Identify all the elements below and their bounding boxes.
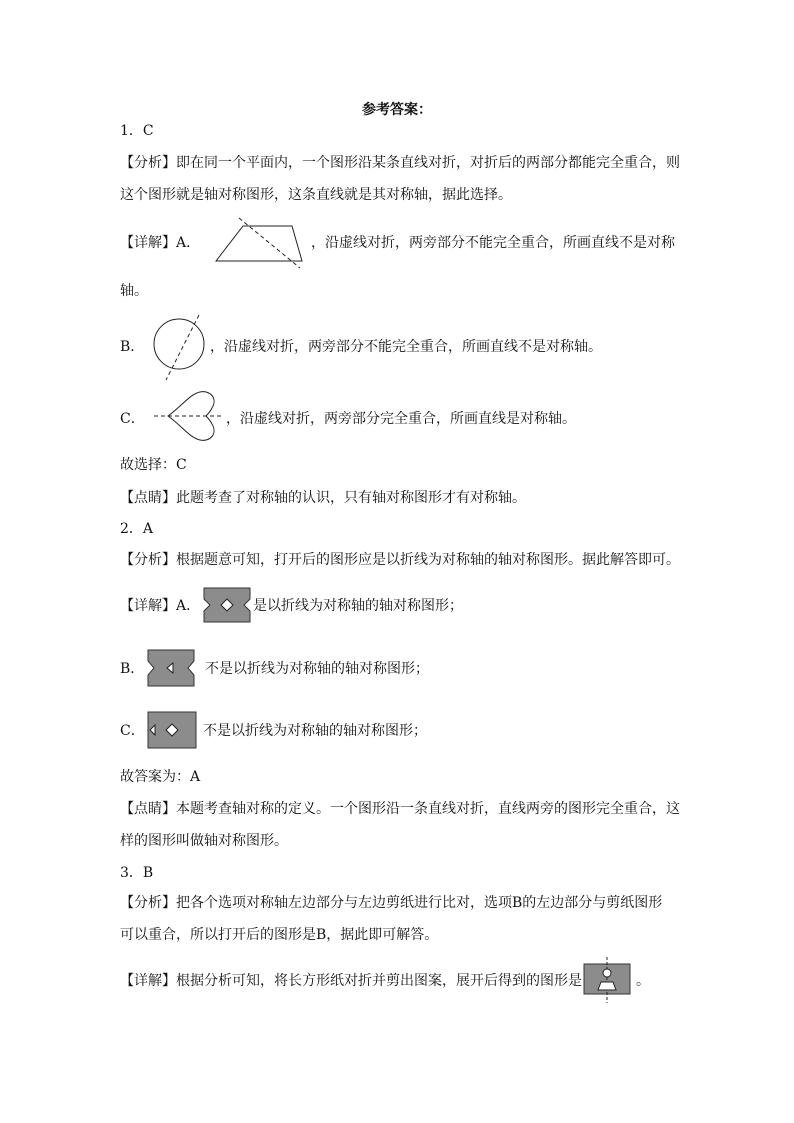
q3-detail-end: 。 — [636, 973, 650, 989]
q2-comment-line1: 【点睛】本题考查轴对称的定义。一个图形沿一条直线对折，直线两旁的图形完全重合，这 — [120, 801, 680, 817]
q1-b-label: B． — [120, 339, 145, 355]
q2-detail-prefix: 【详解】A． — [120, 598, 201, 614]
q2-a-text: 是以折线为对称轴的轴对称图形； — [253, 598, 463, 614]
circle-shape — [154, 319, 204, 369]
q1-b-text: ，沿虚线对折，两旁部分不能完全重合，所画直线不是对称轴。 — [210, 339, 602, 355]
paper-cut-b-figure — [146, 648, 198, 688]
circle-dashed-axis — [166, 315, 199, 380]
q1-analysis-line2: 这个图形就是轴对称图形，这条直线就是其对称轴，据此选择。 — [120, 187, 512, 203]
q1-c-label: C． — [120, 411, 145, 427]
q2-comment-line2: 样的图形叫做轴对称图形。 — [120, 833, 288, 849]
q2-choice: 故答案为：A — [120, 769, 201, 785]
circle-hole-icon — [603, 969, 611, 977]
q2-c-label: C． — [120, 723, 145, 739]
q1-detail-prefix: 【详解】A． — [120, 235, 201, 251]
q1-analysis-line1: 【分析】即在同一个平面内，一个图形沿某条直线对折，对折后的两部分都能完全重合，则 — [120, 155, 680, 171]
page-title: 参考答案： — [362, 102, 432, 118]
q2-c-text: 不是以折线为对称轴的轴对称图形； — [203, 723, 427, 739]
trapezoid-figure — [210, 214, 305, 270]
trapezoid-shape — [216, 226, 302, 261]
q3-analysis-line2: 可以重合，所以打开后的图形是B，据此即可解答。 — [120, 927, 439, 943]
circle-figure — [150, 312, 212, 384]
paper-cut-c-figure — [146, 710, 198, 750]
q1-answer: 1．C — [120, 123, 154, 139]
unfolded-paper-figure — [580, 957, 636, 1005]
q2-answer: 2．A — [120, 521, 154, 537]
q1-choice: 故选择：C — [120, 457, 187, 473]
q2-b-text: 不是以折线为对称轴的轴对称图形； — [205, 661, 429, 677]
q1-c-text: ，沿虚线对折，两旁部分完全重合，所画直线是对称轴。 — [226, 411, 576, 427]
q1-detail-a-cont: 轴。 — [120, 283, 148, 299]
paper-cut-a-figure — [202, 586, 252, 624]
q1-detail-a-text: ，沿虚线对折，两旁部分不能完全重合，所画直线不是对称 — [311, 235, 675, 251]
q1-comment: 【点睛】此题考查了对称轴的认识，只有轴对称图形才有对称轴。 — [120, 490, 526, 506]
heart-figure — [150, 386, 228, 446]
trapezoid-hole-icon — [598, 982, 616, 990]
q3-analysis-line1: 【分析】把各个选项对称轴左边部分与左边剪纸进行比对，选项B的左边部分与剪纸图形 — [120, 895, 663, 911]
q2-b-label: B． — [120, 661, 145, 677]
q2-analysis: 【分析】根据题意可知，打开后的图形应是以折线为对称轴的轴对称图形。据此解答即可。 — [120, 552, 680, 568]
q3-answer: 3．B — [120, 865, 154, 881]
q3-detail: 【详解】根据分析可知，将长方形纸对折并剪出图案，展开后得到的图形是 — [120, 973, 582, 989]
